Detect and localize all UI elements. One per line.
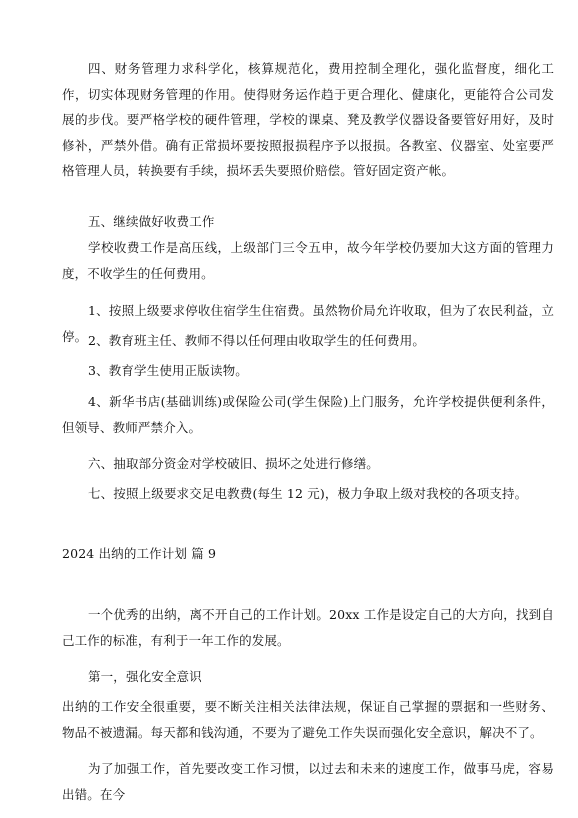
paragraph-repair: 六、抽取部分资金对学校破旧、损坏之处进行修缮。 [88,456,379,471]
list-item-4: 4、新华书店(基础训练)或保险公司(学生保险)上门服务，允许学校提供便利条件，但领导、教师严禁介入。 [62,394,554,435]
paragraph-av-fee: 七、按照上级要求交足电教费(每生 12 元)，极力争取上级对我校的各项支持。 [88,486,528,501]
section-heading: 2024 出纳的工作计划 篇 9 [62,546,217,561]
paragraph-work-habits: 为了加强工作，首先要改变工作习惯，以过去和未来的速度工作，做事马虎，容易出错。在今 [62,761,554,802]
paragraph-safety-body: 出纳的工作安全很重要，要不断关注相关法律法规，保证自己掌握的票据和一些财务、物品不被遗漏。每天都和钱沟通，不要为了避免工作失误而强化安全意识，解决不了。 [62,699,554,740]
list-item-1: 1、按照上级要求停收住宿学生住宿费。虽然物价局允许收取，但为了农民利益，立停。 [62,303,554,344]
list-item-3: 3、教育学生使用正版读物。 [88,363,248,378]
paragraph-fee-intro: 学校收费工作是高压线，上级部门三令五申，故今年学校仍要加大这方面的管理力度，不收学生的任何费用。 [62,240,554,281]
paragraph-cashier-intro: 一个优秀的出纳，离不开自己的工作计划。20xx 工作是设定自己的大方向，找到自己工作的标准，有利于一年工作的发展。 [62,607,554,648]
paragraph-safety-heading: 第一，强化安全意识 [88,669,202,684]
paragraph-financial-management: 四、财务管理力求科学化，核算规范化，费用控制全理化，强化监督度，细化工作，切实体现财务管理的作用。使得财务运作趋于更合理化、健康化，更能符合公司发展的步伐。要严格学校的硬件管理，学校的课桌、凳及教学仪器设备要管好用好，及时修补，严禁外借。确有正常损坏要按照报损程序予以报损。各教室、仪器室、处室要严格管理人员，转换要有手续，损坏丢失要照价赔偿。管好固定资产帐。 [62,61,554,178]
paragraph-fee-heading: 五、继续做好收费工作 [88,214,215,229]
list-item-2: 2、教育班主任、教师不得以任何理由收取学生的任何费用。 [88,333,426,348]
